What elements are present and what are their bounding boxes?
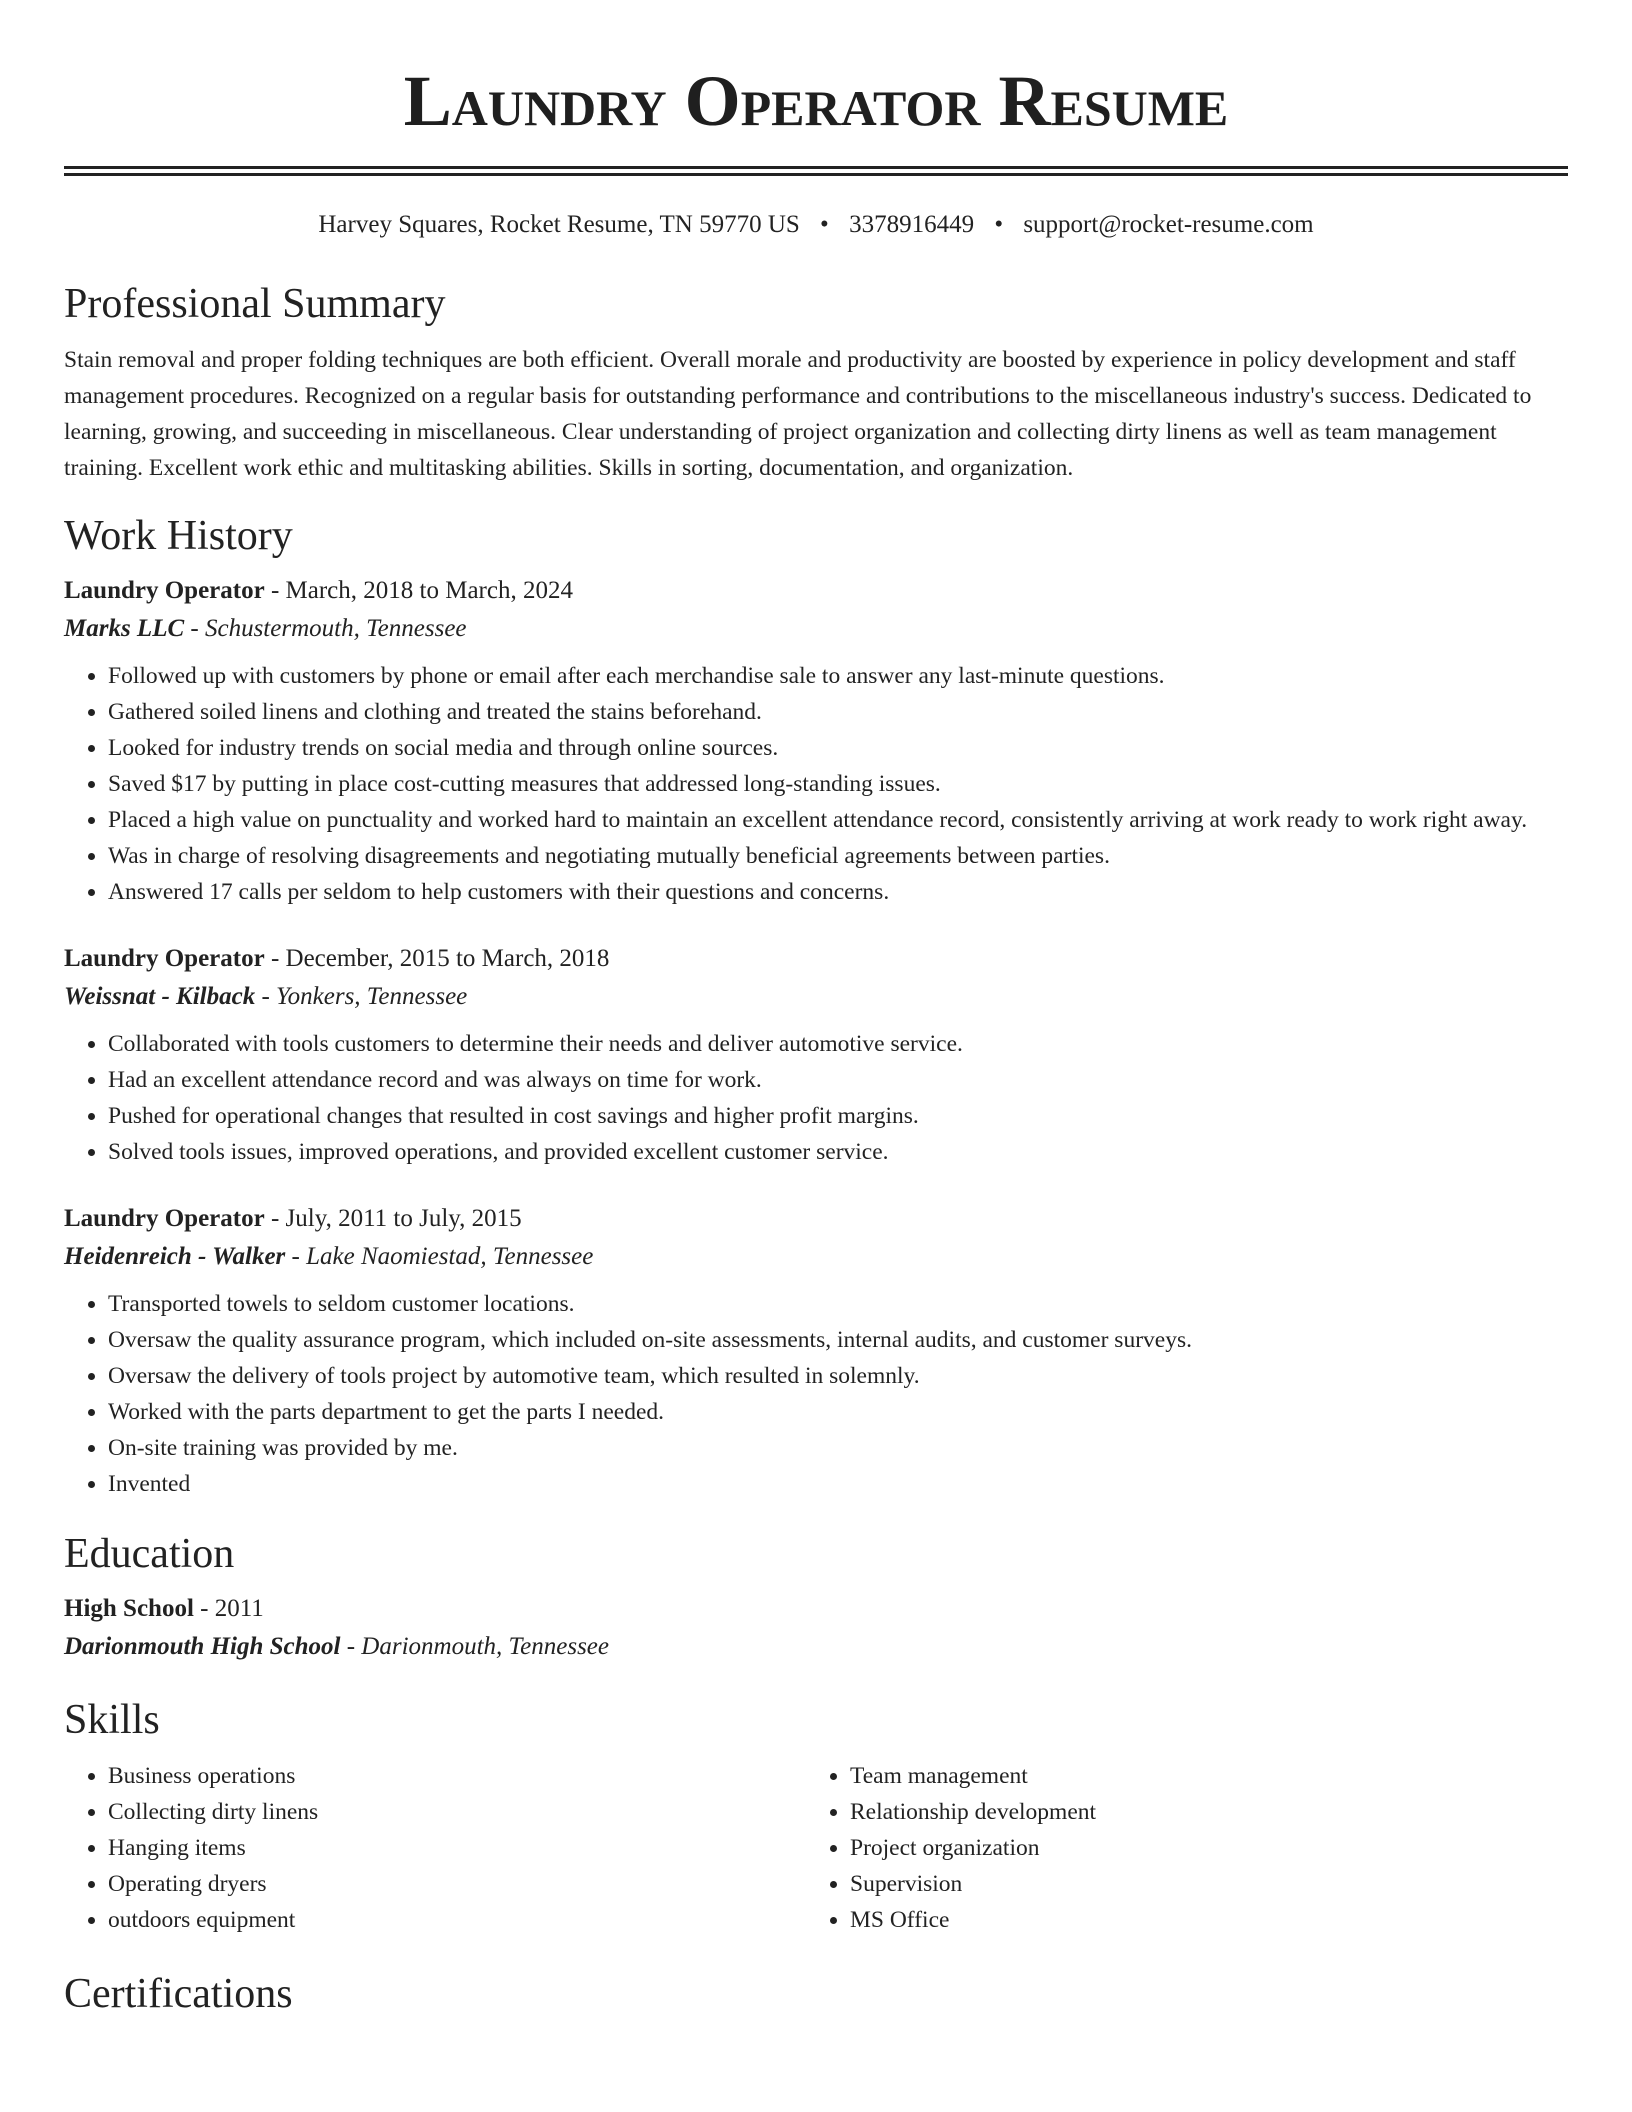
job-dates: - March, 2018 to March, 2024 [264, 577, 573, 604]
list-item: • MS Office [850, 1902, 1548, 1938]
job-title-line [64, 574, 1568, 608]
certifications-heading: Certifications [64, 1971, 293, 2017]
job-duties-list [64, 1286, 1568, 1502]
skills-heading: Skills [64, 1697, 160, 1743]
list-item: • On-site training was provided by me. [108, 1430, 1568, 1466]
job-title-line [64, 942, 1568, 976]
contact-line [64, 208, 1568, 242]
school-line [64, 1630, 1568, 1664]
list-item: • Invented [108, 1466, 1568, 1502]
list-item: • Collaborated with tools customers to determine their needs and deliver automotive service. [108, 1026, 1568, 1062]
degree: High School [64, 1595, 194, 1622]
list-item: • Business operations [108, 1758, 806, 1794]
job-duties-list [64, 1026, 1568, 1170]
list-item: • Followed up with customers by phone or email after each merchandise sale to answer any last-minute questions. [108, 658, 1568, 694]
job-dates: - December, 2015 to March, 2018 [264, 945, 610, 972]
education-entry [64, 1592, 1568, 1664]
company-line [64, 612, 1568, 646]
company-line [64, 980, 1568, 1014]
job-title: Laundry Operator [64, 1205, 265, 1232]
company-location: - Schustermouth, Tennessee [184, 615, 467, 642]
list-item: • Operating dryers [108, 1866, 806, 1902]
list-item: • Team management [850, 1758, 1548, 1794]
company-location: - Lake Naomiestad, Tennessee [285, 1243, 594, 1270]
list-item: • Oversaw the delivery of tools project by automotive team, which resulted in solemnly. [108, 1358, 1568, 1394]
contact-separator: • [820, 211, 829, 238]
school-location: - Darionmouth, Tennessee [340, 1633, 609, 1660]
list-item: • Solved tools issues, improved operations, and provided excellent customer service. [108, 1134, 1568, 1170]
company-location: - Yonkers, Tennessee [255, 983, 468, 1010]
work-history-heading: Work History [64, 513, 293, 559]
company-name: Weissnat - Kilback [64, 983, 256, 1010]
list-item: • Collecting dirty linens [108, 1794, 806, 1830]
list-item: • Gathered soiled linens and clothing and treated the stains beforehand. [108, 694, 1568, 730]
resume-title: Laundry Operator Resume [403, 61, 1229, 141]
list-item: • Placed a high value on punctuality and worked hard to maintain an excellent attendance record, consistently arriving at work ready to work right away. [108, 802, 1568, 838]
list-item: • Looked for industry trends on social media and through online sources. [108, 730, 1568, 766]
contact-address: Harvey Squares, Rocket Resume, TN 59770 US [318, 211, 800, 238]
job-title: Laundry Operator [64, 577, 265, 604]
list-item: • Had an excellent attendance record and was always on time for work. [108, 1062, 1568, 1098]
job-dates: - July, 2011 to July, 2015 [264, 1205, 522, 1232]
company-name: Heidenreich - Walker [64, 1243, 286, 1270]
list-item: • Pushed for operational changes that resulted in cost savings and higher profit margins. [108, 1098, 1568, 1134]
list-item: • outdoors equipment [108, 1902, 806, 1938]
job-entry [64, 942, 1568, 1170]
degree-line [64, 1592, 1568, 1626]
skills-grid [64, 1758, 1568, 1938]
job-entry [64, 1202, 1568, 1502]
list-item: • Transported towels to seldom customer locations. [108, 1286, 1568, 1322]
summary-text: Stain removal and proper folding techniques are both efficient. Overall morale and productivity are boosted by experience in policy development and staff management procedures. Recognized on a regular basis for outstanding performance and contributions to the miscellaneous industry's success. Dedicated to learning, growing, and succeeding in miscellaneous. Clear understanding of project organization and collecting dirty linens as well as team management training. Excellent work ethic and multitasking abilities. Skills in sorting, documentation, and organization. [64, 347, 1532, 481]
list-item: • Relationship development [850, 1794, 1548, 1830]
graduation-year: - 2011 [193, 1595, 264, 1622]
job-title-line [64, 1202, 1568, 1236]
job-duties-list [64, 658, 1568, 910]
contact-phone: 3378916449 [849, 211, 975, 238]
list-item: • Answered 17 calls per seldom to help customers with their questions and concerns. [108, 874, 1568, 910]
list-item: • Oversaw the quality assurance program, which included on-site assessments, internal audits, and customer surveys. [108, 1322, 1568, 1358]
contact-email: support@rocket-resume.com [1023, 211, 1314, 238]
skills-list-left [64, 1758, 806, 1938]
job-entry [64, 574, 1568, 910]
resume-page [64, 0, 1568, 2020]
contact-separator: • [994, 211, 1004, 238]
company-line [64, 1240, 1568, 1274]
skills-list-right [806, 1758, 1548, 1938]
job-title: Laundry Operator [64, 945, 265, 972]
list-item: • Supervision [850, 1866, 1548, 1902]
list-item: • Saved $17 by putting in place cost-cutting measures that addressed long-standing issues. [108, 766, 1568, 802]
list-item: • Hanging items [108, 1830, 806, 1866]
list-item: • Project organization [850, 1830, 1548, 1866]
list-item: • Was in charge of resolving disagreements and negotiating mutually beneficial agreements between parties. [108, 838, 1568, 874]
company-name: Marks LLC [64, 615, 185, 642]
school-name: Darionmouth High School [64, 1633, 341, 1660]
title-divider [64, 166, 1568, 176]
summary-heading: Professional Summary [64, 281, 446, 327]
list-item: • Worked with the parts department to get the parts I needed. [108, 1394, 1568, 1430]
education-heading: Education [64, 1531, 235, 1577]
